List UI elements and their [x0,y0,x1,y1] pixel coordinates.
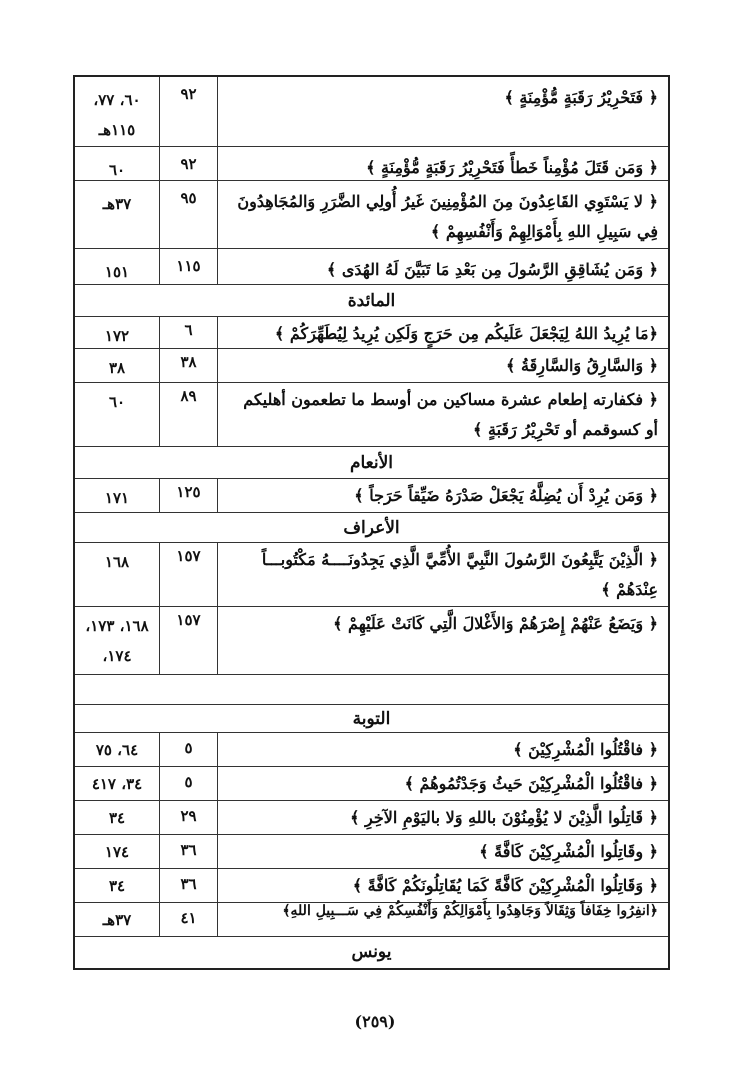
reference-cell: ٦٤، ٧٥ [75,733,160,766]
reference-cell: ١٧٤ [75,835,160,868]
verse-number-cell: ٨٩ [160,383,218,446]
table-row [75,181,668,249]
verse-cell: ﴿ وَالسَّارِقُ وَالسَّارِقَةُ ﴾ [506,356,658,375]
page-number: (٢٥٩) [354,1012,396,1031]
surah-title: الأعراف [343,518,400,538]
verse-cell: ﴿ لا يَسْتَوِي القَاعِدُونَ مِنَ المُؤْمِنِينَ غَيرُ أُولِي الضَّرَرِ وَالمُجَاهِدُونَ فِي سَبِيلِ اللهِ بِأَمْوَالِهِمْ وَأَنْفُسِهِمْ ﴾ [237,192,658,241]
verse-cell: ﴿ وَقَاتِلُوا الْمُشْرِكِيْنَ كَافَّةً كَمَا يُقَاتِلُونَكُمْ كَافَّةً ﴾ [352,876,658,895]
table-row [75,543,668,607]
surah-title: يونس [351,942,392,962]
surah-title: المائدة [347,291,396,311]
reference-cell: ١٦٨ [75,543,160,606]
verse-number-cell: ٢٩ [160,801,218,834]
reference-cell: ٦٠ [75,383,160,446]
table-row [75,835,668,869]
verse-number-cell: ٥ [160,733,218,766]
table-row [75,147,668,181]
verse-cell: ﴿ فاقْتُلُوا الْمُشْرِكِيْنَ ﴾ [513,740,658,759]
surah-title: التوبة [352,709,391,729]
verse-cell: ﴿ وقَاتِلُوا الْمُشْرِكِيْنَ كَافَّةً ﴾ [479,842,658,861]
verse-number-cell: ١٢٥ [160,479,218,512]
verse-cell: ﴿ قَاتِلُوا الَّذِيْنَ لا يُؤْمِنُوْنَ باللهِ وَلا باليَوْمِ الآخِرِ ﴾ [350,808,658,827]
index-table [73,75,670,970]
reference-cell: ٣٨ [75,349,160,382]
verse-number-cell: ٩٥ [160,181,218,248]
reference-cell: ٦٠ [75,147,160,180]
verse-cell: ﴿ وَيَضَعُ عَنْهُمْ إِصْرَهُمْ وَالأَغْلالَ الَّتِي كَانَتْ عَلَيْهِمْ ﴾ [333,614,658,633]
reference-cell: ١٦٨، ١٧٣، ١٧٤، [75,607,160,674]
surah-header [75,285,668,317]
table-row [75,317,668,349]
verse-number-cell: ٣٦ [160,835,218,868]
verse-number-cell: ٣٨ [160,349,218,382]
verse-cell: ﴿ فاقْتُلُوا الْمُشْرِكِيْنَ حَيثُ وَجَدْتُمُوهُمْ ﴾ [404,774,658,793]
verse-number-cell: ١١٥ [160,249,218,284]
verse-cell: ﴿مَا يُرِيدُ اللهُ لِيَجْعَلَ عَلَيكُم مِن حَرَجٍ وَلَكِن يُرِيدُ لِيُطَهِّرَكُمْ ﴾ [274,324,658,343]
reference-cell: ٣٤ [75,801,160,834]
table-row [75,903,668,937]
verse-number-cell: ١٥٧ [160,543,218,606]
surah-header [75,447,668,479]
verse-cell: ﴿ الَّذِيْنَ يَتَّبِعُونَ الرَّسُولَ النَّبِيَّ الأُمِّيَّ الَّذِي يَجِدُونَــــهُ مَكْتُوبـــاً عِنْدَهُمْ ﴾ [261,550,658,599]
verse-number-cell: ٩٢ [160,147,218,180]
verse-cell: ﴿ وَمَن يُرِدْ أَن يُضِلَّهُ يَجْعَلْ صَدْرَهُ ضَيِّقاً حَرَجاً ﴾ [354,486,658,505]
verse-number-cell: ٣٦ [160,869,218,902]
reference-cell: ٦٠، ٧٧، ١١٥هـ [75,77,160,146]
verse-cell: ﴿ فَتَحْرِيْرُ رَقَبَةٍ مُّؤْمِنَةٍ ﴾ [504,88,658,107]
reference-cell: ٣٤ [75,869,160,902]
verse-number-cell: ٥ [160,767,218,800]
verse-cell: ﴿ فكفارته إطعام عشرة مساكين من أوسط ما تطعمون أهليكم أو كسوقمم أو تَحْرِيْرُ رَقَبَةٍ ﴾ [243,390,658,439]
table-row [75,77,668,147]
reference-cell: ٣٧هـ [75,181,160,248]
table-row [75,869,668,903]
reference-cell: ١٥١ [75,249,160,284]
blank-row [75,675,668,705]
surah-header [75,513,668,543]
verse-number-cell: ٦ [160,317,218,348]
verse-number-cell: ٤١ [160,903,218,936]
table-row [75,607,668,675]
reference-cell: ٣٤، ٤١٧ [75,767,160,800]
verse-cell: ﴿انفِرُوا خِفَافاً وَثِقَالاً وَجَاهِدُوا بِأَمْوَالِكُمْ وَأَنْفُسِكُمْ فِي سَـــبِيلِ اللهِ﴾ [282,903,658,919]
table-row [75,383,668,447]
reference-cell: ٣٧هـ [75,903,160,936]
verse-cell: ﴿ وَمَن قَتَلَ مُؤْمِناً خَطأً فَتَحْرِيْرُ رَقَبَةٍ مُّؤْمِنَةٍ ﴾ [366,158,658,177]
reference-cell: ١٧٢ [75,317,160,348]
surah-header [75,705,668,733]
verse-cell: ﴿ وَمَن يُشَاقِقِ الرَّسُولَ مِن بَعْدِ مَا تَبَيَّنَ لَهُ الهُدَى ﴾ [326,260,658,279]
surah-title: الأنعام [349,453,394,473]
table-row [75,767,668,801]
verse-number-cell: ١٥٧ [160,607,218,674]
table-row [75,733,668,767]
surah-header [75,937,668,968]
table-row [75,249,668,285]
verse-number-cell: ٩٢ [160,77,218,146]
table-row [75,349,668,383]
table-row [75,801,668,835]
reference-cell: ١٧١ [75,479,160,512]
table-row [75,479,668,513]
